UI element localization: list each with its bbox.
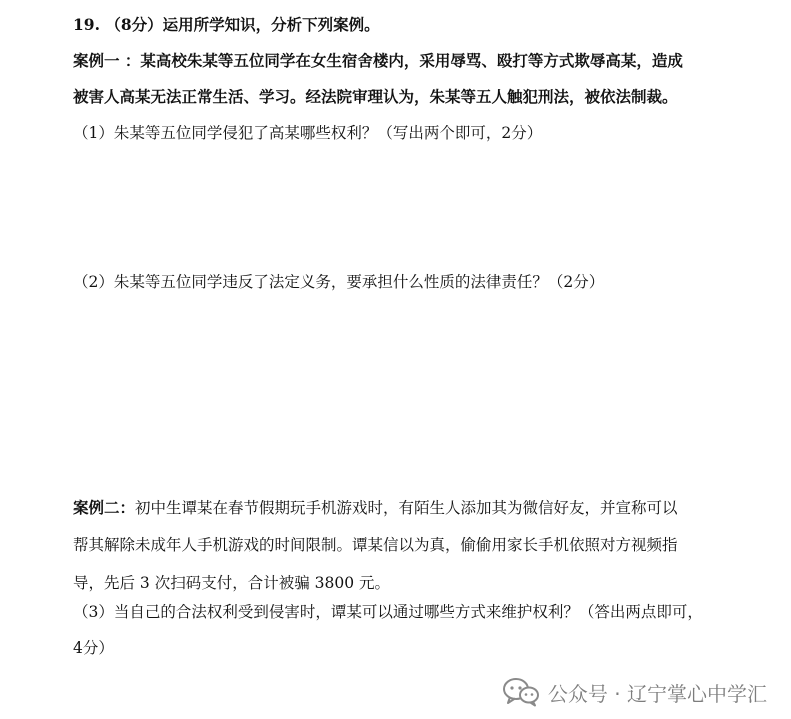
question-header: 19. （8分）运用所学知识，分析下列案例。 [73, 15, 380, 34]
case-one-text-line-2: 被害人高某无法正常生活、学习。经法院审理认为，朱某等五人触犯刑法，被依法制裁。 [73, 87, 678, 106]
question-3-line-2: 4分） [73, 639, 114, 657]
case-two-label: 案例二： [73, 498, 136, 517]
case-one-text-line-1: 某高校朱某等五位同学在女生宿舍楼内，采用辱骂、殴打等方式欺辱高某，造成 [140, 51, 683, 70]
question-3-line-1: （3）当自己的合法权利受到侵害时，谭某可以通过哪些方式来维护权利？（答出两点即可， [73, 603, 703, 621]
case-two-text-line-3: 导，先后 3 次扫码支付，合计被骗 3800 元。 [73, 574, 391, 592]
question-2: （2）朱某等五位同学违反了法定义务，要承担什么性质的法律责任？（2分） [73, 273, 605, 291]
answer-space-1 [73, 150, 713, 260]
watermark-text: 公众号 · 辽宁掌心中学汇 [547, 681, 767, 706]
question-1: （1）朱某等五位同学侵犯了高某哪些权利？（写出两个即可，2分） [73, 124, 543, 142]
case-one-label: 案例一 ： [73, 51, 141, 70]
answer-space-2 [73, 300, 713, 480]
watermark [502, 677, 767, 707]
case-two-text-line-2: 帮其解除未成年人手机游戏的时间限制。谭某信以为真，偷偷用家长手机依照对方视频指 [73, 536, 678, 554]
case-two-text-line-1: 初中生谭某在春节假期玩手机游戏时，有陌生人添加其为微信好友，并宣称可以 [135, 499, 678, 517]
wechat-icon [502, 677, 540, 707]
